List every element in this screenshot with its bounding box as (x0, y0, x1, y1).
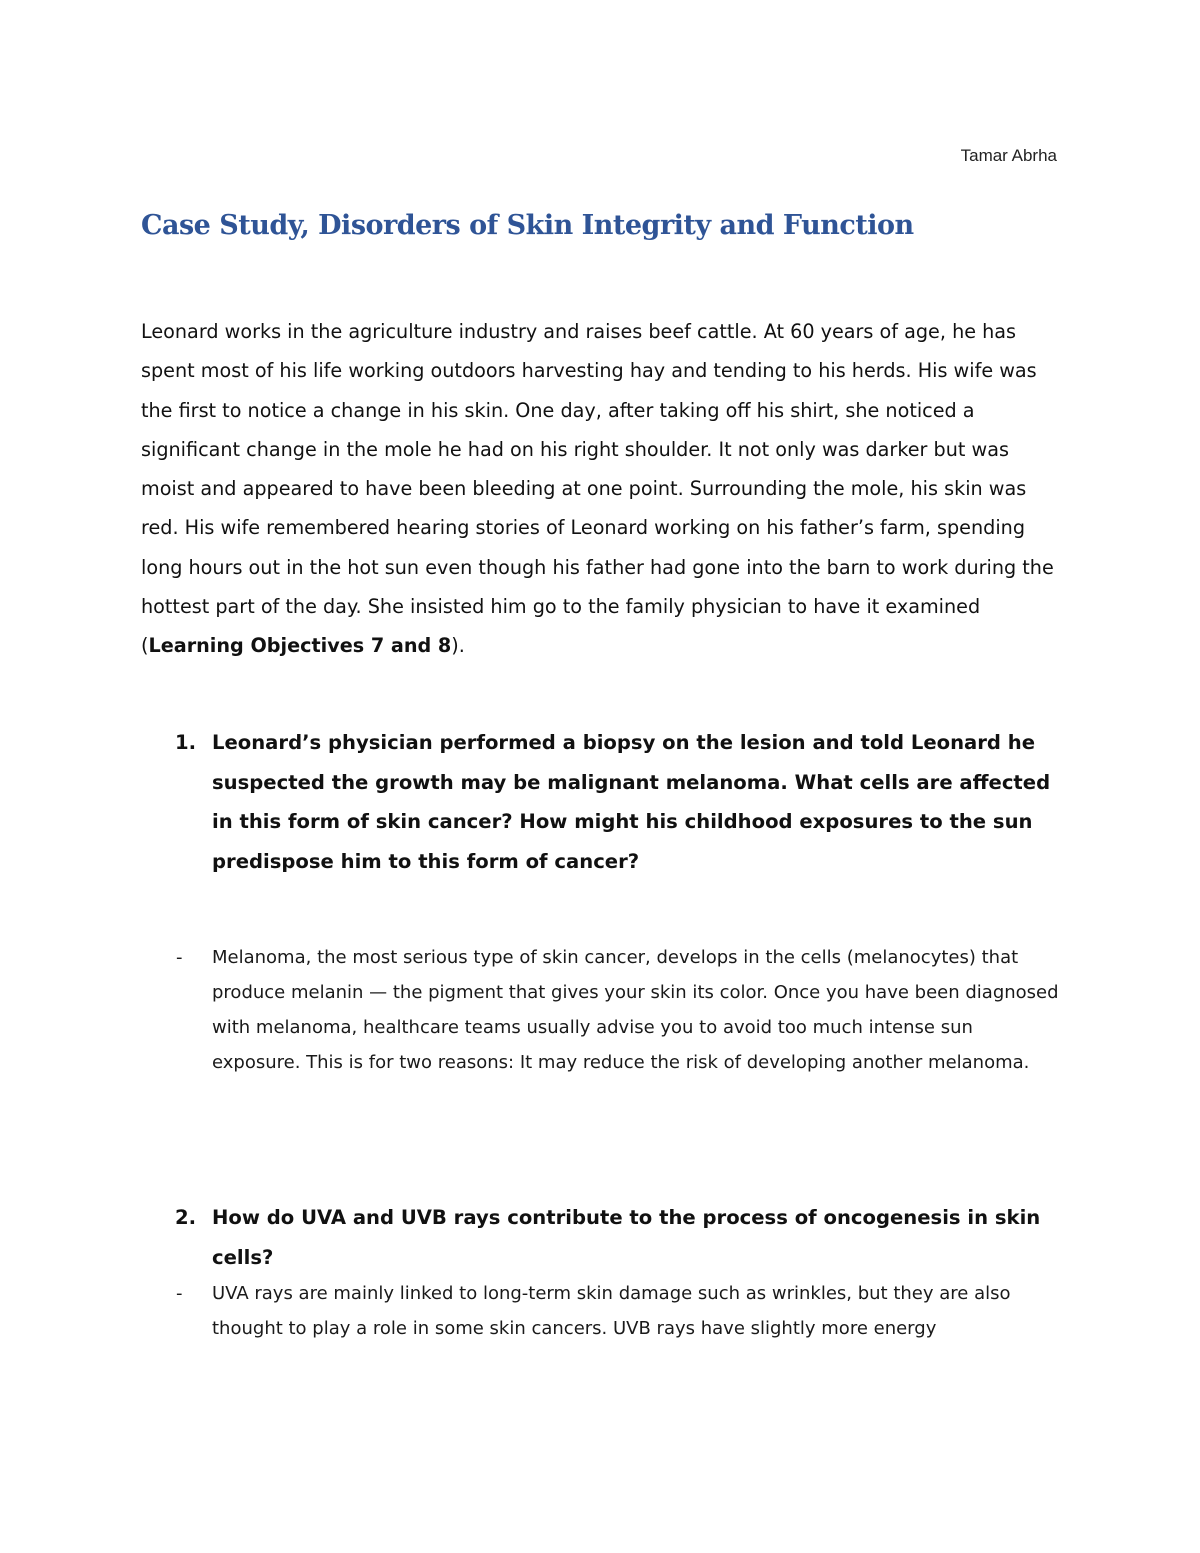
answer-bullet: - (176, 1283, 183, 1304)
answer-2 (141, 1276, 1061, 1346)
answer-text: UVA rays are mainly linked to long-term skin damage such as wrinkles, but they are also thought to play a role in some skin cancers. UVB rays have slightly more energy (212, 1283, 1011, 1339)
document-title: Case Study, Disorders of Skin Integrity and Function (141, 210, 914, 241)
answer-1 (141, 940, 1061, 1080)
question-number: 1. (175, 731, 197, 754)
question-2 (141, 1198, 1061, 1277)
question-number: 2. (175, 1206, 197, 1229)
question-text: Leonard’s physician performed a biopsy on the lesion and told Leonard he suspected the growth may be malignant melanoma. What cells are affected in this form of skin cancer? How might his childhood exposures to the sun predispose him to this form of cancer? (212, 731, 1051, 873)
answer-bullet: - (176, 947, 183, 968)
intro-end: ). (451, 634, 465, 658)
answer-text: Melanoma, the most serious type of skin cancer, develops in the cells (melanocytes) that produce melanin — the pigment that gives your skin its color. Once you have been diagnosed with melanoma, healthcare teams usually advise you to avoid too much intense sun exposure. This is for two reasons: It may reduce the risk of developing another melanoma. (212, 947, 1059, 1073)
intro-paragraph (141, 312, 1066, 666)
learning-objectives: Learning Objectives 7 and 8 (148, 634, 452, 658)
question-text: How do UVA and UVB rays contribute to the process of oncogenesis in skin cells? (212, 1206, 1041, 1269)
author-name: Tamar Abrha (960, 146, 1057, 165)
intro-text: Leonard works in the agriculture industry and raises beef cattle. At 60 years of age, he has spent most of his life working outdoors harvesting hay and tending to his herds. His wife was the first to notice a change in his skin. One day, after taking off his shirt, she noticed a significant change in the mole he had on his right shoulder. It not only was darker but was moist and appeared to have been bleeding at one point. Surrounding the mole, his skin was red. His wife remembered hearing stories of Leonard working on his father’s farm, spending long hours out in the hot sun even though his father had gone into the barn to work during the hottest part of the day. She insisted him go to the family physician to have it examined ( (141, 320, 1054, 658)
question-1 (141, 723, 1061, 881)
